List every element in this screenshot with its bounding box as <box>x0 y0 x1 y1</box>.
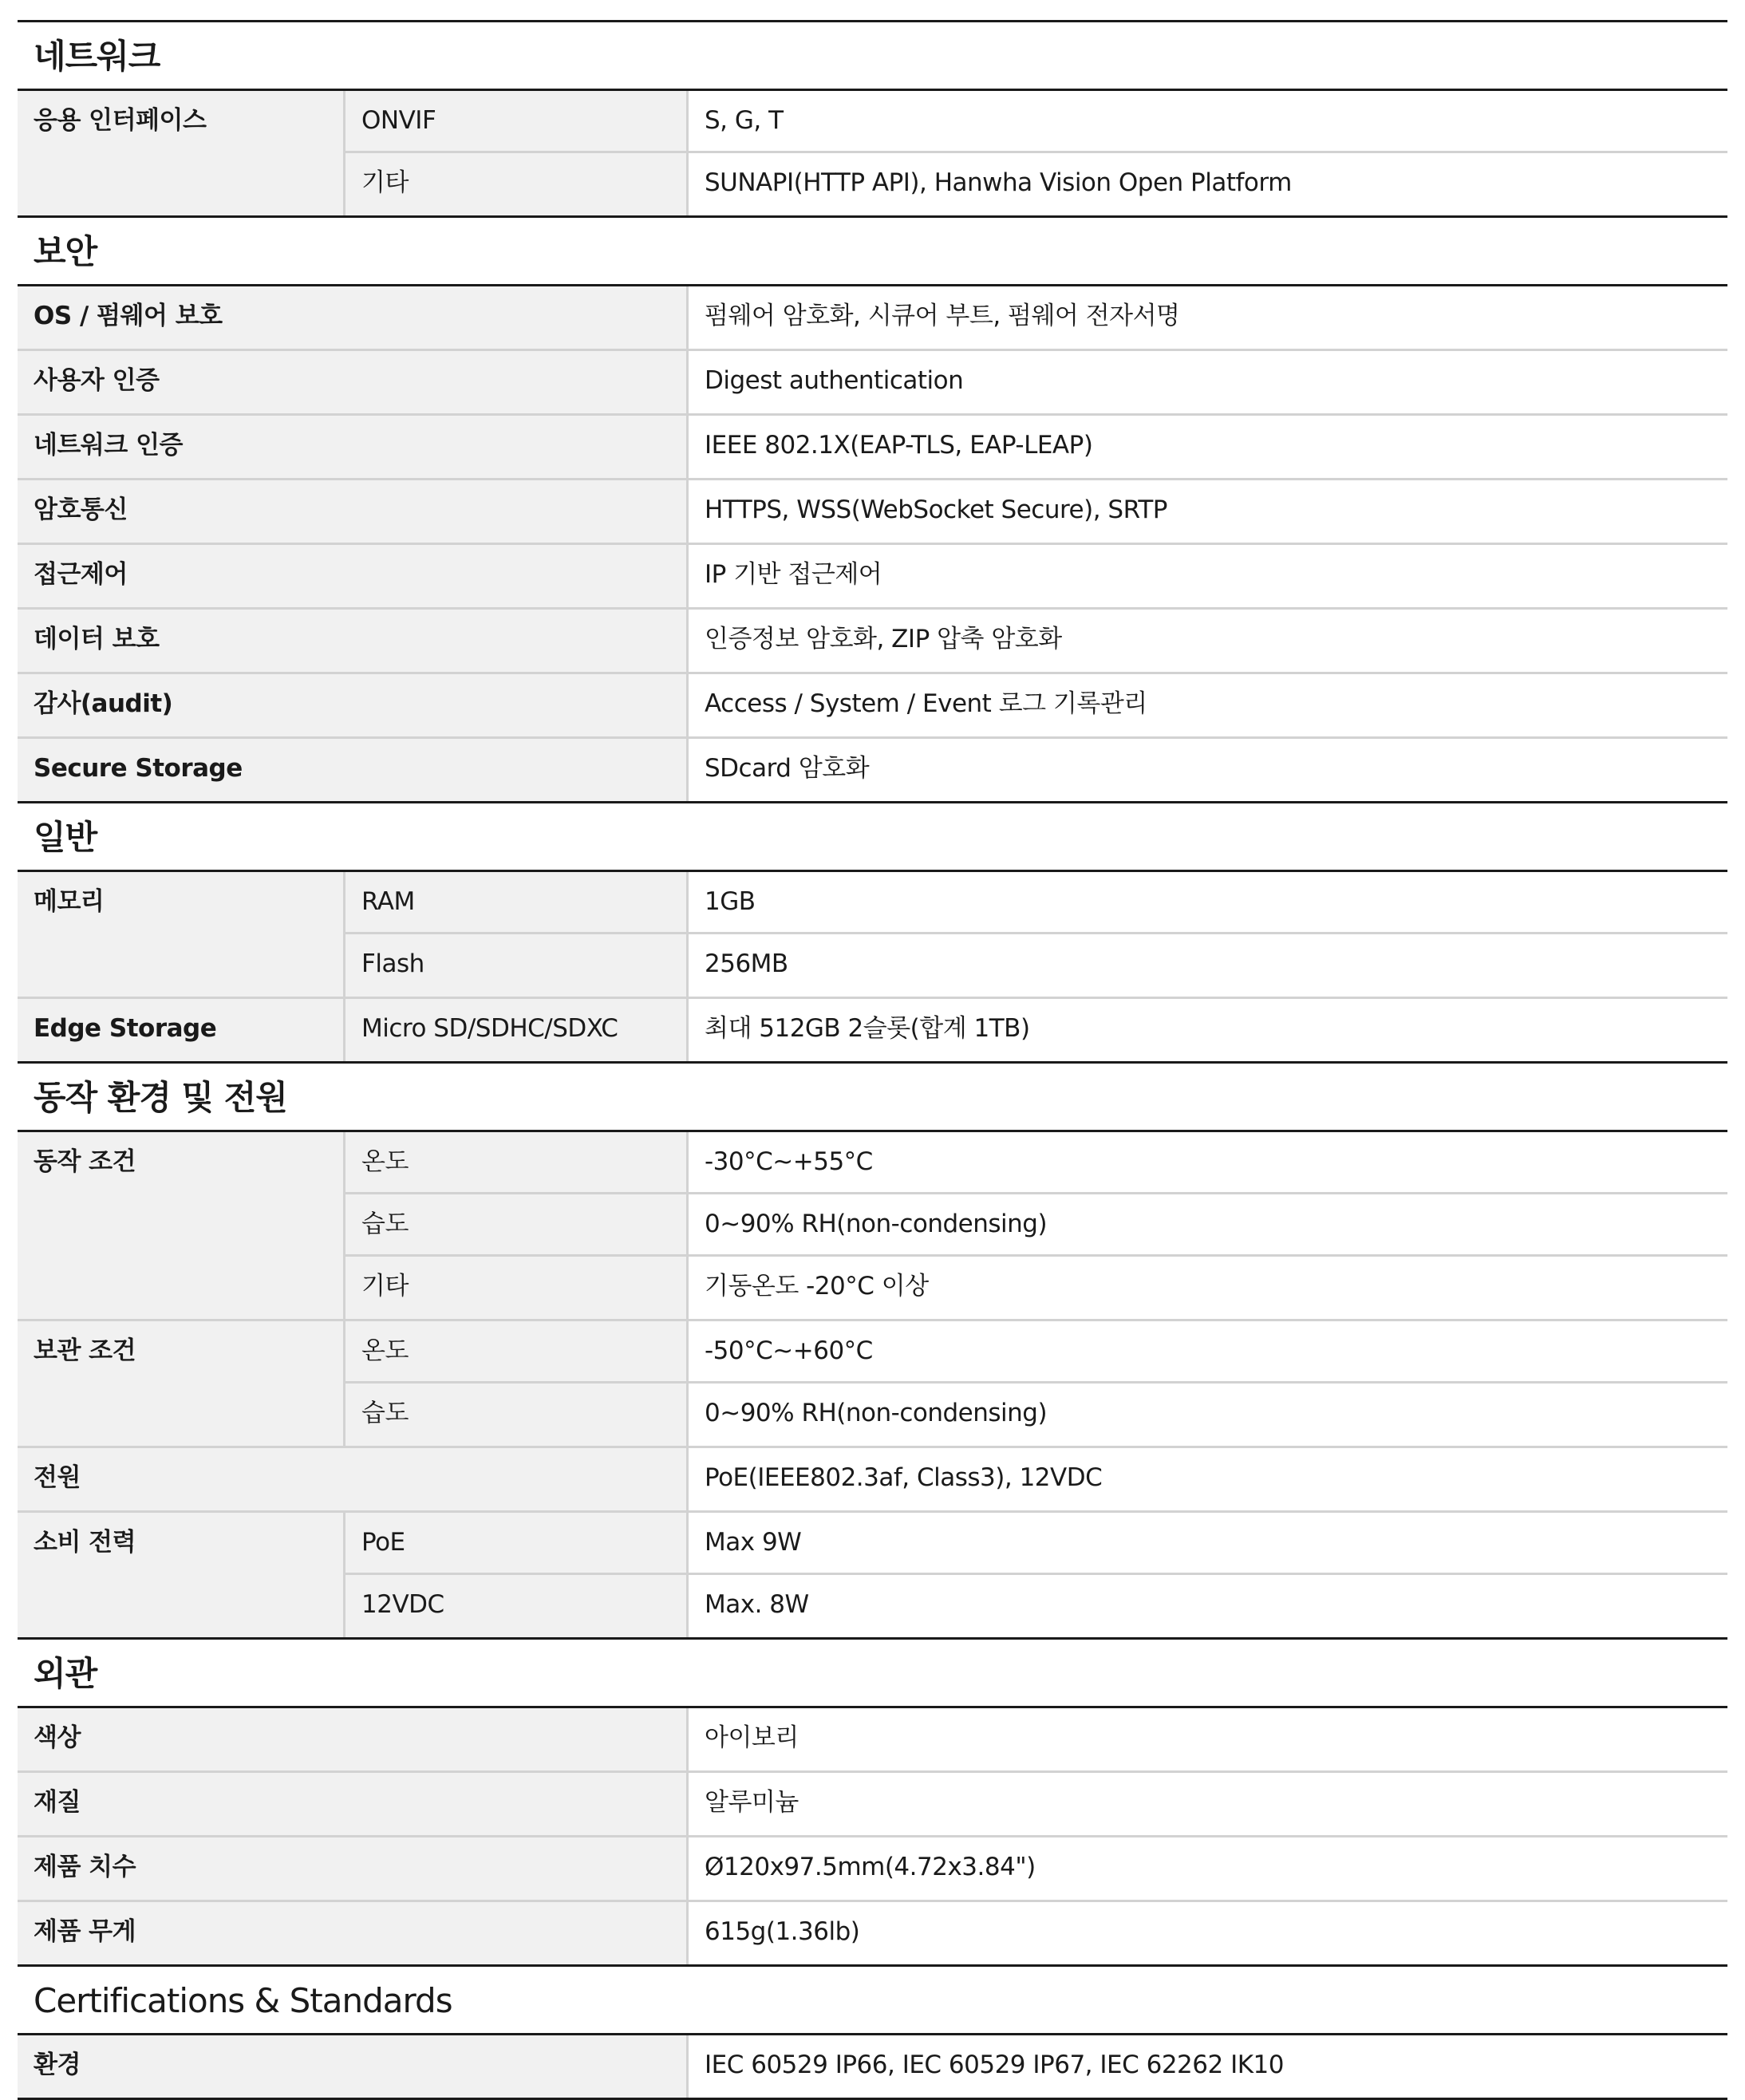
spec-row <box>18 674 1727 736</box>
spec-label: 색상 <box>34 1723 81 1752</box>
spec-group <box>18 91 1727 215</box>
spec-row <box>18 872 1727 934</box>
spec-row <box>18 1902 1727 1964</box>
spec-value: IEEE 802.1X(EAP-TLS, EAP-LEAP) <box>686 416 1727 478</box>
spec-label: 데이터 보호 <box>34 625 160 653</box>
spec-value: Digest authentication <box>686 351 1727 413</box>
spec-row <box>18 1708 1727 1770</box>
spec-group <box>18 610 1727 672</box>
spec-sublabel: PoE <box>343 1513 686 1575</box>
spec-label: Secure Storage <box>34 754 243 783</box>
spec-label: 메모리 <box>34 887 105 916</box>
spec-group <box>18 1132 1727 1319</box>
spec-value: Ø120x97.5mm(4.72x3.84") <box>686 1838 1727 1900</box>
section-header <box>18 1637 1727 1708</box>
spec-label: OS / 펌웨어 보호 <box>34 302 223 330</box>
spec-value: HTTPS, WSS(WebSocket Secure), SRTP <box>686 480 1727 543</box>
section-header <box>18 1964 1727 2035</box>
spec-label: 소비 전력 <box>34 1528 136 1557</box>
spec-label: 응용 인터페이스 <box>34 106 207 135</box>
section-title: 외관 <box>34 1654 97 1693</box>
spec-label: 네트워크 인증 <box>34 431 183 460</box>
spec-sublabel: 습도 <box>343 1384 686 1446</box>
spec-label: 사용자 인증 <box>34 366 160 395</box>
spec-group <box>18 1321 1727 1446</box>
spec-row <box>18 999 1727 1061</box>
spec-group <box>18 674 1727 736</box>
spec-group <box>18 872 1727 997</box>
spec-value: IP 기반 접근제어 <box>686 545 1727 607</box>
spec-sublabel: 온도 <box>343 1132 686 1194</box>
spec-row <box>18 1384 1727 1446</box>
spec-value: 알루미늄 <box>686 1773 1727 1835</box>
spec-label: 감사(audit) <box>34 689 173 718</box>
spec-row <box>18 480 1727 543</box>
section-title: Certifications & Standards <box>34 1981 452 2020</box>
spec-label: 동작 조건 <box>34 1147 136 1176</box>
spec-row <box>18 610 1727 672</box>
spec-row <box>18 934 1727 997</box>
spec-value: 0~90% RH(non-condensing) <box>686 1194 1727 1257</box>
spec-sublabel: Micro SD/SDHC/SDXC <box>343 999 686 1061</box>
spec-row <box>18 1773 1727 1835</box>
spec-value: 기동온도 -20°C 이상 <box>686 1257 1727 1319</box>
section-header <box>18 1061 1727 1132</box>
spec-group <box>18 480 1727 543</box>
spec-group <box>18 2035 1727 2098</box>
spec-label: 제품 무게 <box>34 1917 136 1946</box>
spec-value: Max 9W <box>686 1513 1727 1575</box>
spec-value: SUNAPI(HTTP API), Hanwha Vision Open Platform <box>686 153 1727 215</box>
spec-value: 0~90% RH(non-condensing) <box>686 1384 1727 1446</box>
spec-group <box>18 545 1727 607</box>
spec-value: PoE(IEEE802.3af, Class3), 12VDC <box>686 1448 1727 1510</box>
spec-row <box>18 1838 1727 1900</box>
spec-sheet <box>18 20 1727 2100</box>
spec-sublabel: 기타 <box>343 153 686 215</box>
spec-row <box>18 351 1727 413</box>
spec-group <box>18 999 1727 1061</box>
section-header <box>18 801 1727 872</box>
spec-value: Max. 8W <box>686 1575 1727 1637</box>
spec-value: SDcard 암호화 <box>686 739 1727 801</box>
spec-group <box>18 286 1727 349</box>
spec-sublabel: 온도 <box>343 1321 686 1384</box>
spec-row <box>18 2035 1727 2098</box>
spec-group <box>18 416 1727 478</box>
spec-label: 재질 <box>34 1788 81 1817</box>
spec-value: 256MB <box>686 934 1727 997</box>
spec-value: 615g(1.36lb) <box>686 1902 1727 1964</box>
spec-value: 인증정보 암호화, ZIP 압축 암호화 <box>686 610 1727 672</box>
spec-sublabel: RAM <box>343 872 686 934</box>
spec-row <box>18 416 1727 478</box>
spec-value: S, G, T <box>686 91 1727 153</box>
spec-group <box>18 1708 1727 1770</box>
spec-row <box>18 1132 1727 1194</box>
section-header <box>18 215 1727 286</box>
spec-sublabel: ONVIF <box>343 91 686 153</box>
spec-value: Access / System / Event 로그 기록관리 <box>686 674 1727 736</box>
spec-row <box>18 1575 1727 1637</box>
spec-group <box>18 739 1727 801</box>
spec-row <box>18 1257 1727 1319</box>
spec-value: -50°C~+60°C <box>686 1321 1727 1384</box>
spec-row <box>18 286 1727 349</box>
spec-group <box>18 1902 1727 1964</box>
spec-sublabel: 12VDC <box>343 1575 686 1637</box>
section-title: 네트워크 <box>34 37 160 76</box>
spec-group <box>18 1773 1727 1835</box>
spec-value: IEC 60529 IP66, IEC 60529 IP67, IEC 62262 IK10 <box>686 2035 1727 2098</box>
section-title: 일반 <box>34 818 97 857</box>
spec-value: -30°C~+55°C <box>686 1132 1727 1194</box>
spec-group <box>18 351 1727 413</box>
spec-row <box>18 1448 1727 1510</box>
spec-group <box>18 1838 1727 1900</box>
spec-sublabel: Flash <box>343 934 686 997</box>
spec-label: 암호통신 <box>34 495 128 524</box>
spec-sublabel: 기타 <box>343 1257 686 1319</box>
spec-row <box>18 545 1727 607</box>
spec-label: 전원 <box>34 1463 81 1492</box>
spec-label: 접근제어 <box>34 560 128 589</box>
spec-group <box>18 1448 1727 1510</box>
spec-row <box>18 739 1727 801</box>
spec-label: 제품 치수 <box>34 1853 136 1881</box>
spec-row <box>18 1513 1727 1575</box>
spec-label: 보관 조건 <box>34 1336 136 1365</box>
spec-value: 1GB <box>686 872 1727 934</box>
spec-group <box>18 1513 1727 1637</box>
spec-row <box>18 1321 1727 1384</box>
spec-row <box>18 1194 1727 1257</box>
spec-label: 환경 <box>34 2051 81 2079</box>
spec-row <box>18 153 1727 215</box>
section-title: 동작 환경 및 전원 <box>34 1078 287 1117</box>
spec-sublabel: 습도 <box>343 1194 686 1257</box>
spec-value: 펌웨어 암호화, 시큐어 부트, 펌웨어 전자서명 <box>686 286 1727 349</box>
spec-value: 아이보리 <box>686 1708 1727 1770</box>
spec-label: Edge Storage <box>34 1014 217 1043</box>
spec-value: 최대 512GB 2슬롯(합계 1TB) <box>686 999 1727 1061</box>
section-header <box>18 20 1727 91</box>
spec-row <box>18 91 1727 153</box>
section-title: 보안 <box>34 232 97 271</box>
